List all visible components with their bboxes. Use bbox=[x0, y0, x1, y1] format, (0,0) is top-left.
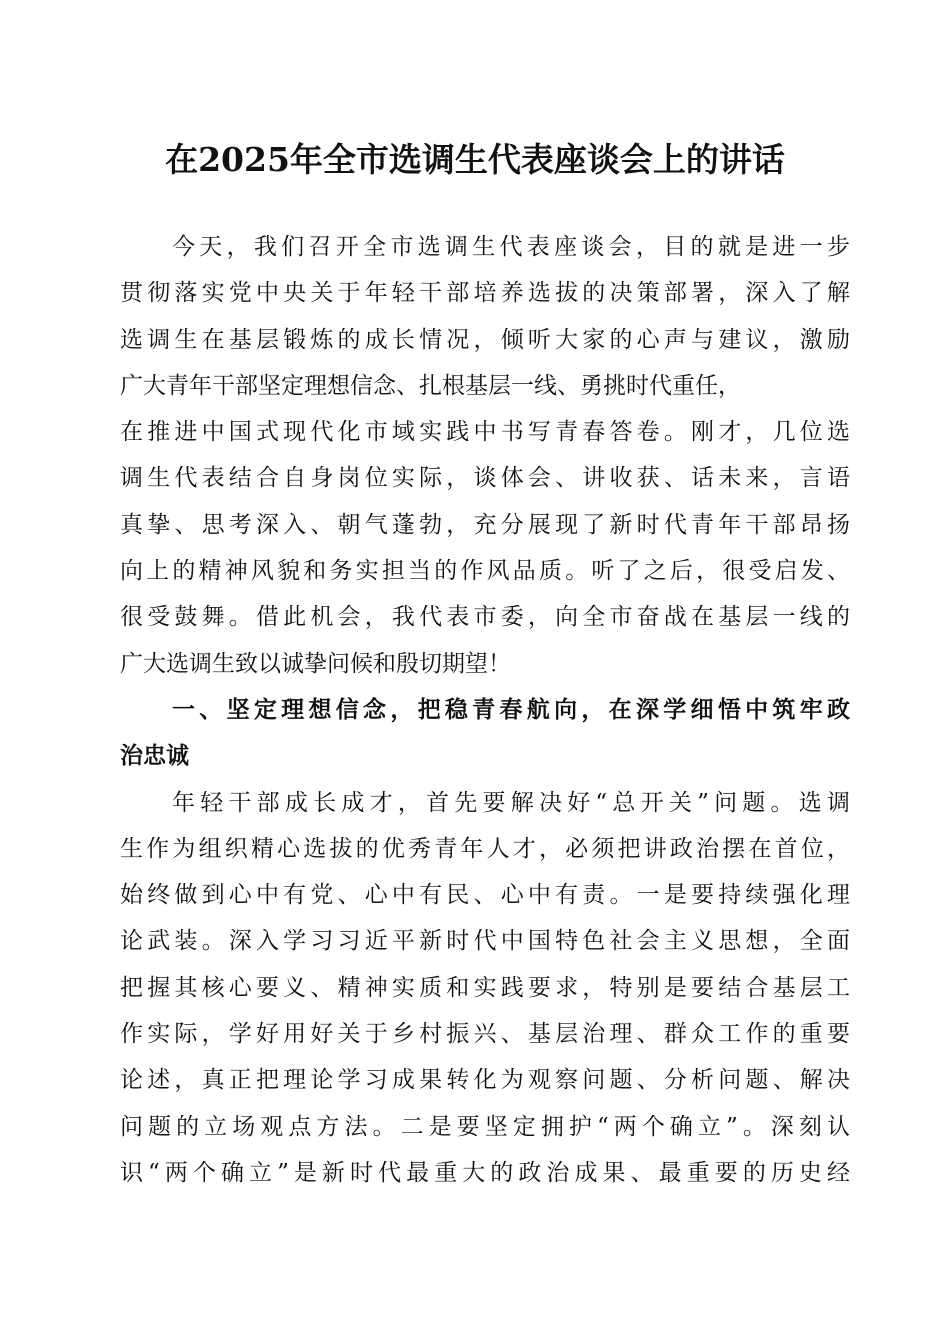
text-line: 论武装。深入学习习近平新时代中国特色社会主义思想，全面 bbox=[120, 928, 850, 955]
text-line: 调生代表结合自身岗位实际，谈体会、讲收获、话未来，言语 bbox=[120, 465, 850, 492]
text-line: 广大青年干部坚定理想信念、扎根基层一线、勇挑时代重任， bbox=[120, 372, 741, 399]
text-line: 选调生在基层锻炼的成长情况，倾听大家的心声与建议，激励 bbox=[120, 326, 850, 353]
text-line: 贯彻落实党中央关于年轻干部培养选拔的决策部署，深入了解 bbox=[120, 280, 850, 307]
text-line: 在推进中国式现代化市域实践中书写青春答卷。刚才，几位选 bbox=[120, 419, 850, 446]
paragraph-intro bbox=[120, 224, 850, 687]
document-body bbox=[120, 224, 850, 1196]
page-title: 在2025年全市选调生代表座谈会上的讲话 bbox=[165, 140, 785, 179]
text-line: 年轻干部成长成才，首先要解决好“总开关”问题。选调 bbox=[172, 789, 850, 816]
text-line: 生作为组织精心选拔的优秀青年人才，必须把讲政治摆在首位， bbox=[120, 835, 850, 862]
text-line: 识“两个确立”是新时代最重大的政治成果、最重要的历史经 bbox=[120, 1159, 850, 1186]
section-heading-1 bbox=[120, 687, 850, 780]
text-line: 问题的立场观点方法。二是要坚定拥护“两个确立”。深刻认 bbox=[120, 1113, 850, 1140]
text-line: 今天，我们召开全市选调生代表座谈会，目的就是进一步 bbox=[172, 234, 850, 260]
text-line: 广大选调生致以诚挚问候和殷切期望！ bbox=[120, 650, 511, 677]
paragraph-section-1 bbox=[120, 780, 850, 1197]
text-line: 始终做到心中有党、心中有民、心中有责。一是要持续强化理 bbox=[120, 882, 850, 909]
text-line: 真挚、思考深入、朝气蓬勃，充分展现了新时代青年干部昂扬 bbox=[120, 511, 850, 538]
text-line: 向上的精神风貌和务实担当的作风品质。听了之后，很受启发、 bbox=[120, 558, 850, 585]
heading-line: 治忠诚 bbox=[120, 743, 189, 770]
text-line: 很受鼓舞。借此机会，我代表市委，向全市奋战在基层一线的 bbox=[120, 604, 850, 631]
heading-line: 一、坚定理想信念，把稳青春航向，在深学细悟中筑牢政 bbox=[172, 696, 850, 723]
text-line: 把握其核心要义、精神实质和实践要求，特别是要结合基层工 bbox=[120, 974, 850, 1001]
text-line: 论述，真正把理论学习成果转化为观察问题、分析问题、解决 bbox=[120, 1067, 850, 1094]
text-line: 作实际，学好用好关于乡村振兴、基层治理、群众工作的重要 bbox=[120, 1021, 850, 1048]
